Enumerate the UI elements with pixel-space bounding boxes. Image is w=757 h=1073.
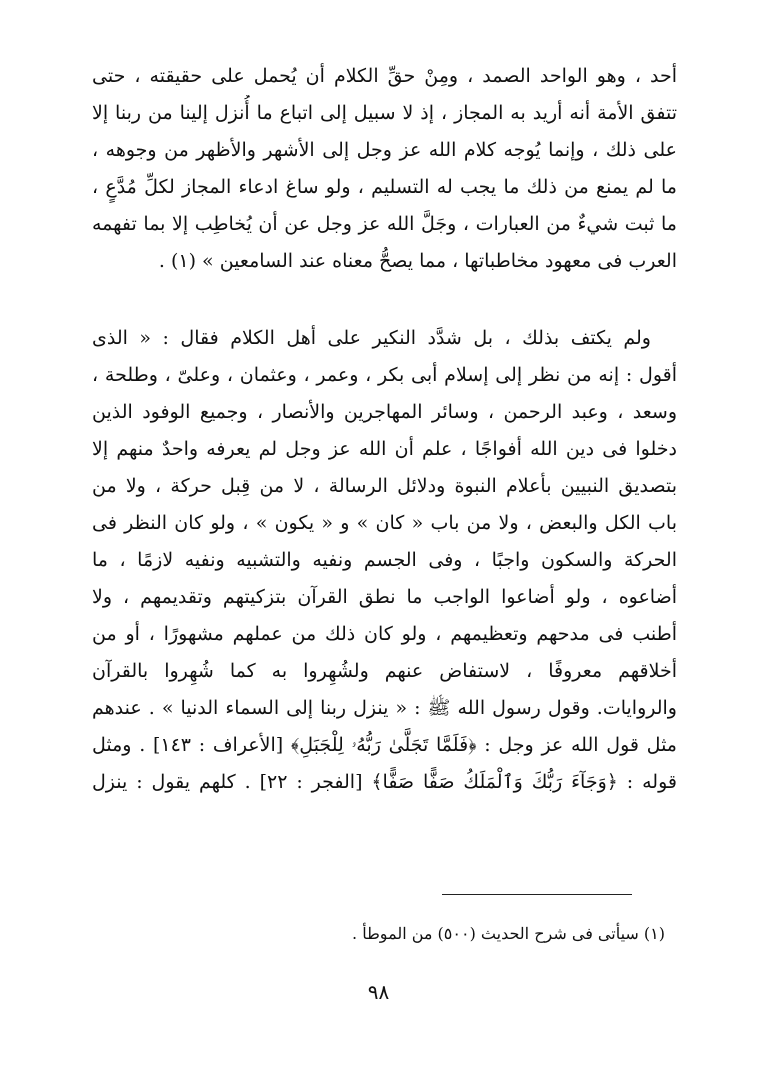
text-line: مثل قول الله عز وجل : ﴿فَلَمَّا تَجَلَّىٰ رَبُّهُۥ لِلْجَبَلِ﴾ [الأعراف : ١٤٣] . ومثل [92, 734, 677, 756]
text-line: أخلاقهم معروفًا ، لاستفاض عنهم ولشُهِروا به كما شُهِروا بالقرآن [92, 660, 677, 682]
text-line: وسعد ، وعبد الرحمن ، وسائر المهاجرين والأنصار ، وجميع الوفود الذين [92, 401, 677, 423]
text-line: أحد ، وهو الواحد الصمد ، ومِنْ حقِّ الكلام أن يُحمل على حقيقته ، حتى [92, 65, 677, 87]
text-line: باب الكل والبعض ، ولا من باب « كان » و « يكون » ، ولو كان النظر فى [92, 512, 677, 534]
text-line: تتفق الأمة أنه أريد به المجاز ، إذ لا سبيل إلى اتباع ما أُنزل إلينا من ربنا إلا [92, 102, 677, 124]
text-line: على ذلك ، وإنما يُوجه كلام الله عز وجل إلى الأشهر والأظهر من وجوهه ، [92, 139, 677, 161]
text-line: أطنب فى مدحهم وتعظيمهم ، ولو كان ذلك من عملهم مشهورًا ، أو من [92, 623, 677, 645]
text-line: والروايات. وقول رسول الله ﷺ : « ينزل ربنا إلى السماء الدنيا » . عندهم [92, 697, 677, 719]
text-line: العرب فى معهود مخاطباتها ، مما يصحُّ معناه عند السامعين » (١) . [158, 250, 677, 272]
text-line: الحركة والسكون واجبًا ، وفى الجسم ونفيه والتشبيه ونفيه لازمًا ، ما [92, 549, 677, 571]
text-line: بتصديق النبيين بأعلام النبوة ودلائل الرسالة ، لا من قِبل حركة ، ولا من [92, 475, 677, 497]
text-line: ما لم يمنع من ذلك ما يجب له التسليم ، ولو ساغ ادعاء المجاز لكلِّ مُدَّعٍ ، [92, 176, 677, 198]
text-line: أضاعوه ، ولو أضاعوا الواجب ما نطق القرآن بتزكيتهم وتقديمهم ، ولا [92, 586, 677, 608]
footnote: (١) سيأتى فى شرح الحديث (٥٠٠) من الموطأ . [352, 924, 665, 943]
text-line: دخلوا فى دين الله أفواجًا ، علم أن الله عز وجل لم يعرفه واحدٌ منهم إلا [92, 438, 677, 460]
text-line: ولم يكتف بذلك ، بل شدَّد النكير على أهل الكلام فقال : « الذى [92, 327, 651, 349]
text-line: ما ثبت شيءٌ من العبارات ، وجَلَّ الله عز وجل عن أن يُخاطِب إلا بما تفهمه [92, 213, 677, 235]
page-number: ٩٨ [367, 980, 390, 1004]
text-line: أقول : إنه من نظر إلى إسلام أبى بكر ، وعمر ، وعثمان ، وعلىّ ، وطلحة ، [92, 364, 677, 386]
footnote-divider [442, 894, 632, 895]
text-line: قوله : ﴿وَجَآءَ رَبُّكَ وَٱلْمَلَكُ صَفًّا صَفًّا﴾ [الفجر : ٢٢] . كلهم يقول : ينزل [92, 771, 677, 793]
